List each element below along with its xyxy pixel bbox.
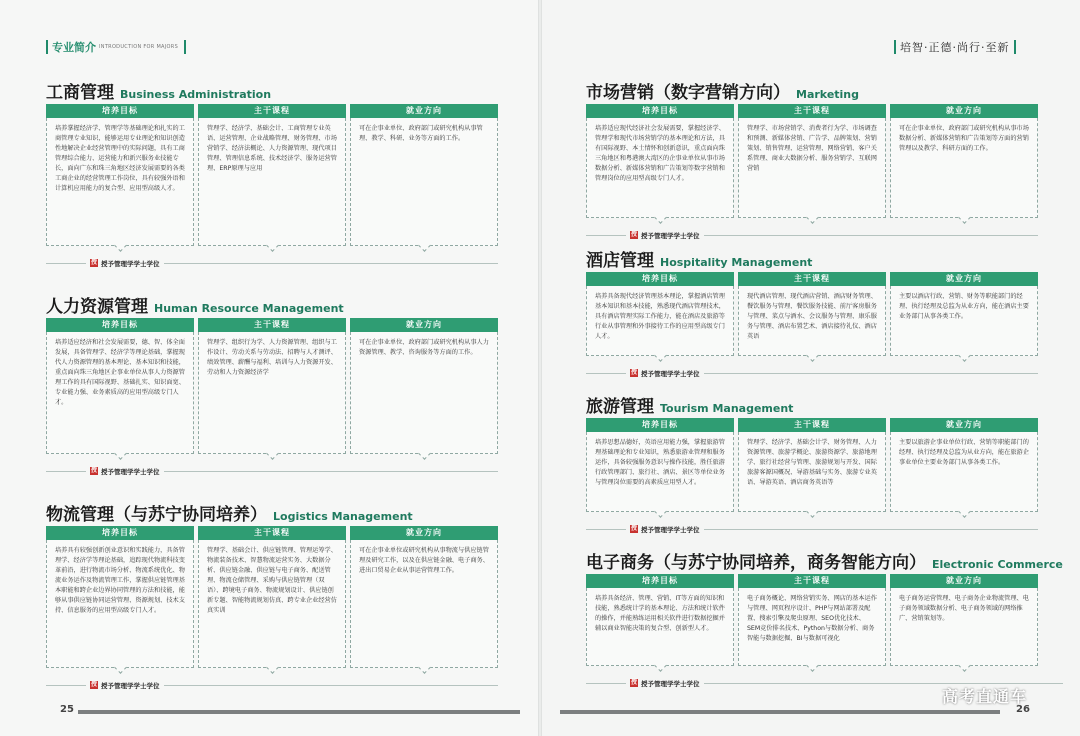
goal-column xyxy=(586,104,734,218)
major-columns xyxy=(46,318,498,454)
divider xyxy=(46,471,86,472)
major-columns xyxy=(46,526,498,668)
major-title xyxy=(586,246,1038,271)
goal-column xyxy=(46,318,194,454)
degree-badge: 授 xyxy=(90,259,97,266)
course-header: 主干课程 xyxy=(738,272,886,286)
degree-text: 授予管理学学士学位 xyxy=(641,231,700,240)
goal-text: 培养具备经济、管理、营销、IT等方面的知识和技能，熟悉统计学的基本理论、方法和统计软件的操作，并能熟练运用相关软件进行数据挖掘并辅以商业智能决策的复合型、创新型人才。 xyxy=(586,588,734,666)
degree-line xyxy=(46,466,498,476)
degree-text: 授予管理学学士学位 xyxy=(101,467,160,476)
goal-header: 培养目标 xyxy=(586,272,734,286)
major-title-zh: 旅游管理 xyxy=(586,397,654,417)
goal-text: 培养适应经济和社会发展需要，德、智、体全面发展，具备管理学、经济学等理论基础，掌握现代人力资源管理的基本理论、基本知识和技能，重点面向珠三角地区企事业单位从事人力资源管理工作的具有国际视野、基础扎实、知识面宽、专业能力强、业务素质高的应用型高级专门人才。 xyxy=(46,332,194,454)
course-column xyxy=(738,574,886,666)
goal-text: 培养思想品德好，英语应用能力强，掌握旅游管理基础理论和专业知识，熟悉旅游业管理和服务运作，具备较强服务意识与操作技能，胜任旅游行政管理部门、旅行社、酒店、景区等单位业务与管理岗位需要的高素质应用型人才。 xyxy=(586,432,734,512)
degree-text: 授予管理学学士学位 xyxy=(641,679,700,688)
major-title-zh: 物流管理（与苏宁协同培养） xyxy=(46,505,267,525)
goal-text: 培养具有较强创新创业意识和实践能力，具备管理学、经济学等理论基础，追踪现代物流科技变革前沿，进行物流市场分析、物流系统优化、物流业务运作及物流管理工作，掌握供应链管理基本职能和跨企业边界协同管理的方法和技能，能够从事供应链协同运营管理、资源规划、技术支持、信息服务的应用型高级专门人才。 xyxy=(46,540,194,668)
career-column xyxy=(350,526,498,668)
career-header: 就业方向 xyxy=(890,104,1038,118)
major-title-en: Business Administration xyxy=(120,88,272,101)
major-title-en: Electronic Commerce xyxy=(932,558,1063,571)
major-title-zh: 市场营销（数字营销方向） xyxy=(586,83,790,103)
degree-line xyxy=(46,680,498,690)
divider xyxy=(164,471,499,472)
career-text: 主要以酒店行政、营销、财务等职能部门的经理、执行经理及总监为从业方向，能在酒店主要业务部门从事各类工作。 xyxy=(890,286,1038,356)
career-header: 就业方向 xyxy=(890,574,1038,588)
divider xyxy=(164,685,499,686)
goal-header: 培养目标 xyxy=(46,104,194,118)
career-header: 就业方向 xyxy=(350,104,498,118)
major-title-en: Tourism Management xyxy=(660,402,794,415)
goal-text: 培养掌握经济学、管理学等基础理论和扎实的工商管理专业知识，能够运用专业理论和知识创造性地解决企业经营管理中的实际问题，具有工商管理综合能力、运营能力和新兴服务业技能专长，面向广东和珠三角地区经济发展需要的各类工商企业的经营管理工作岗位，具有较强外语和计算机应用能力的复合型、应用型高级人才。 xyxy=(46,118,194,246)
course-column xyxy=(738,104,886,218)
major-title-en: Logistics Management xyxy=(273,510,413,523)
major-hospitality xyxy=(586,246,1038,378)
left-header xyxy=(46,38,186,56)
course-text: 管理学、组织行为学、人力资源管理、组织与工作设计、劳动关系与劳动法、招聘与人才测评、绩效管理、薪酬与福利、培训与人力资源开发、劳动和人力资源经济学 xyxy=(198,332,346,454)
major-columns xyxy=(586,104,1038,218)
major-title-en: Marketing xyxy=(796,88,860,101)
course-column xyxy=(738,418,886,512)
watermark: 高考直通车 xyxy=(942,687,1028,706)
course-column xyxy=(738,272,886,356)
career-column xyxy=(890,104,1038,218)
course-header: 主干课程 xyxy=(738,574,886,588)
career-column xyxy=(350,318,498,454)
degree-text: 授予管理学学士学位 xyxy=(101,259,160,268)
right-header-motto: 培智·正德·尚行·至新 xyxy=(900,41,1010,54)
book-spine xyxy=(538,0,542,736)
major-logistics xyxy=(46,500,498,690)
major-title xyxy=(586,548,1063,573)
divider xyxy=(586,373,626,374)
goal-header: 培养目标 xyxy=(586,418,734,432)
course-text: 管理学、市场营销学、消费者行为学、市场调查和预测、新媒体营销、广告学、品牌策划、营销策划、销售管理、运营管理、网络营销、客户关系管理、商业大数据分析、服务营销学、互联网营销 xyxy=(738,118,886,218)
header-mark xyxy=(894,40,896,54)
goal-text: 培养适应现代经济社会发展需要，掌握经济学、管理学和现代市场营销学的基本理论和方法，具有国际视野、本土情怀和创新意识，重点面向珠三角地区和粤港澳大湾区的企事业单位从事市场数据分析、新媒体营销和广告策划等数字营销和管理岗位的应用型高级专门人才。 xyxy=(586,118,734,218)
major-title xyxy=(586,78,1038,103)
degree-line xyxy=(586,230,1038,240)
left-page-number: 25 xyxy=(60,704,74,715)
career-column xyxy=(890,418,1038,512)
course-header: 主干课程 xyxy=(738,104,886,118)
career-text: 主要以旅游企事业单位行政、营销等职能部门的经理、执行经理及总监为从业方向，能在旅游企事业单位主要业务部门从事各类工作。 xyxy=(890,432,1038,512)
major-title-zh: 酒店管理 xyxy=(586,251,654,271)
course-header: 主干课程 xyxy=(198,526,346,540)
degree-text: 授予管理学学士学位 xyxy=(641,525,700,534)
course-column xyxy=(198,104,346,246)
degree-text: 授予管理学学士学位 xyxy=(641,369,700,378)
major-tourism xyxy=(586,392,1038,534)
career-text: 可在企事业单位或研究机构从事物流与供应链管理及研究工作，以及在供应链金融、电子商务、进出口贸易企业从事运营管理工作。 xyxy=(350,540,498,668)
goal-column xyxy=(586,418,734,512)
career-column xyxy=(890,574,1038,666)
degree-badge: 授 xyxy=(90,681,97,688)
degree-line xyxy=(46,258,498,268)
divider xyxy=(704,529,1039,530)
major-human-resource xyxy=(46,292,498,476)
left-header-title: 专业简介 xyxy=(52,41,96,54)
goal-column xyxy=(46,104,194,246)
major-columns xyxy=(586,272,1038,356)
major-title-zh: 工商管理 xyxy=(46,83,114,103)
course-text: 管理学、经济学、基础会计学、财务管理、人力资源管理、旅游学概论、旅游资源学、旅游地理学、旅行社经营与管理、旅游规划与开发、国际旅游客源国概况、导游基础与实务、旅游专业英语、导游英语、酒店商务英语等 xyxy=(738,432,886,512)
career-header: 就业方向 xyxy=(890,418,1038,432)
major-title-en: Human Resource Management xyxy=(154,302,344,315)
major-title xyxy=(46,500,498,525)
left-header-subtitle: INTRODUCTION FOR MAJORS xyxy=(99,44,179,50)
header-mark xyxy=(1014,40,1016,54)
degree-text: 授予管理学学士学位 xyxy=(101,681,160,690)
career-column xyxy=(890,272,1038,356)
course-header: 主干课程 xyxy=(198,318,346,332)
right-footer-bar xyxy=(560,710,1000,714)
course-text: 管理学、经济学、基础会计、工商管理专业英语、运营管理、企业战略管理、财务管理、市场营销学、经济法概论、人力资源管理、现代项目管理、管理信息系统、技术经济学、服务运营管理、ERP原理与应用 xyxy=(198,118,346,246)
course-text: 电子商务概论、网络营销实务、网店的基本运作与管理、网页程序设计、PHP与网站部署及配置、搜索引擎及爬虫原理、SEO优化技术、SEM竞价排名技术、Python与数据分析、商务智能与数据挖掘、BI与数据可视化 xyxy=(738,588,886,666)
right-page-number: 26 xyxy=(1016,704,1030,715)
course-header: 主干课程 xyxy=(738,418,886,432)
goal-column xyxy=(586,272,734,356)
divider xyxy=(586,683,626,684)
major-title xyxy=(586,392,1038,417)
career-column xyxy=(350,104,498,246)
divider xyxy=(704,373,1039,374)
major-columns xyxy=(46,104,498,246)
divider xyxy=(164,263,499,264)
goal-header: 培养目标 xyxy=(46,318,194,332)
career-text: 可在企事业单位、政府部门或研究机构从事市场数据分析、新媒体营销和广告策划等方面的营销管理以及教学、科研方面的工作。 xyxy=(890,118,1038,218)
header-mark xyxy=(184,40,186,54)
course-text: 管理学、基础会计、供应链管理、管理运筹学、物流装备技术、智慧物流运营实务、大数据分析、供应链金融、供应链与电子商务、配送管理、物流仓储管理、采购与供应链管理（双语）、跨境电子商务、物流规划设计、供应链创新专题、智能物流规划仿真、跨专业企业经营仿真实训 xyxy=(198,540,346,668)
major-electronic-commerce xyxy=(586,548,1063,688)
degree-line xyxy=(586,524,1038,534)
major-title xyxy=(46,292,498,317)
degree-badge: 授 xyxy=(630,679,637,686)
career-text: 电子商务运营管理、电子商务企业物流管理、电子商务领域数据分析、电子商务领域的网络推广、营销策划等。 xyxy=(890,588,1038,666)
career-header: 就业方向 xyxy=(350,526,498,540)
goal-header: 培养目标 xyxy=(586,574,734,588)
major-title-zh: 人力资源管理 xyxy=(46,297,148,317)
header-mark xyxy=(46,40,48,54)
divider xyxy=(46,263,86,264)
career-text: 可在企事业单位、政府部门或研究机构从事人力资源管理、教学、咨询服务等方面的工作。 xyxy=(350,332,498,454)
goal-header: 培养目标 xyxy=(586,104,734,118)
major-columns xyxy=(586,418,1038,512)
divider xyxy=(586,235,626,236)
goal-header: 培养目标 xyxy=(46,526,194,540)
degree-line xyxy=(586,368,1038,378)
major-marketing xyxy=(586,78,1038,240)
major-title xyxy=(46,78,498,103)
divider xyxy=(46,685,86,686)
major-title-zh: 电子商务（与苏宁协同培养，商务智能方向） xyxy=(586,553,926,573)
major-business-administration xyxy=(46,78,498,268)
major-title-en: Hospitality Management xyxy=(660,256,813,269)
course-header: 主干课程 xyxy=(198,104,346,118)
course-column xyxy=(198,526,346,668)
course-text: 现代酒店管理、现代酒店营销、酒店财务管理、餐饮服务与管理、餐饮服务技能、前厅客房服务与管理、菜点与酒水、会议服务与管理、康乐服务与管理、酒店布置艺术、酒店接待礼仪、酒店英语 xyxy=(738,286,886,356)
left-footer-bar xyxy=(78,710,520,714)
major-columns xyxy=(586,574,1063,666)
degree-badge: 授 xyxy=(630,231,637,238)
degree-badge: 授 xyxy=(90,467,97,474)
right-header xyxy=(890,38,1020,56)
degree-badge: 授 xyxy=(630,525,637,532)
career-text: 可在企事业单位、政府部门或研究机构从事管理、教学、科研、业务等方面的工作。 xyxy=(350,118,498,246)
career-header: 就业方向 xyxy=(890,272,1038,286)
course-column xyxy=(198,318,346,454)
degree-badge: 授 xyxy=(630,369,637,376)
goal-text: 培养具备现代经济管理基本理论，掌握酒店管理基本知识和基本技能，熟悉现代酒店管理技术，具有酒店管理实际工作能力，能在酒店及旅游等行业从事管理和外事接待工作的应用型高级专门人才。 xyxy=(586,286,734,356)
goal-column xyxy=(46,526,194,668)
divider xyxy=(704,235,1039,236)
career-header: 就业方向 xyxy=(350,318,498,332)
divider xyxy=(586,529,626,530)
goal-column xyxy=(586,574,734,666)
